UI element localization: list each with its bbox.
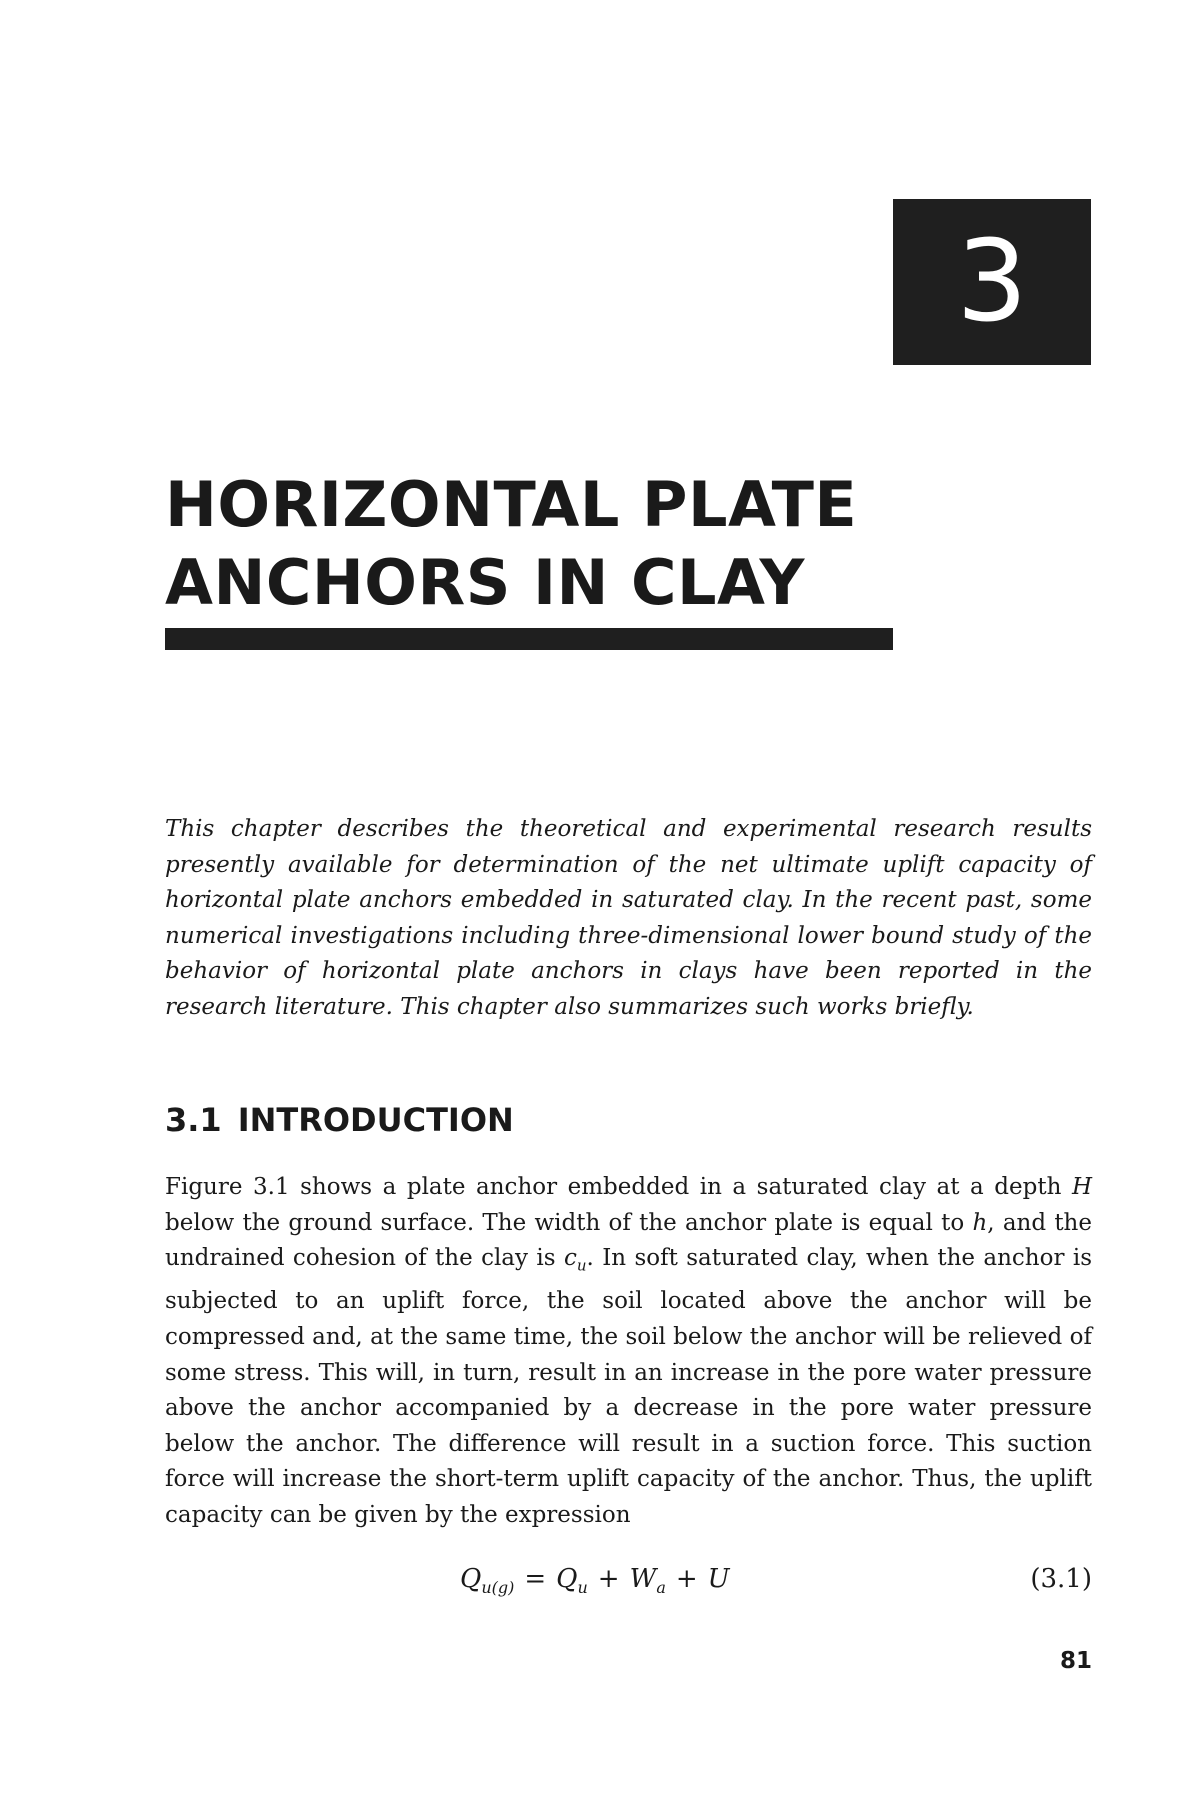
section-number: 3.1 <box>165 1101 222 1139</box>
chapter-title-line-1: HORIZONTAL PLATE <box>165 468 858 541</box>
eq-lhs-subscript: u(g) <box>481 1578 515 1598</box>
section-title: INTRODUCTION <box>237 1101 514 1139</box>
equation-expression <box>460 1564 730 1597</box>
eq-plus-1: + <box>597 1564 620 1594</box>
chapter-number: 3 <box>956 217 1028 347</box>
variable-cohesion: c <box>563 1245 577 1272</box>
chapter-number-box <box>893 199 1091 365</box>
body-text-1: Figure 3.1 shows a plate anchor embedded in a saturated clay at a depth <box>165 1174 1072 1200</box>
section-heading <box>165 1100 514 1140</box>
body-paragraph <box>165 1170 1092 1534</box>
variable-width: h <box>972 1209 988 1236</box>
variable-cohesion-subscript: u <box>576 1256 587 1275</box>
body-text-4: . In soft saturated clay, when the anchor is subjected to an uplift force, the soil located above the anchor will be compressed and, at the same time, the soil below the anchor will be relieved of some stress. This will, in turn, result in an increase in the pore water pressure above the anchor accompanied by a decrease in the pore water pressure below the anchor. The difference will result in a suction force. This suction force will increase the short-term uplift capacity of the anchor. Thus, the uplift capacity can be given by the expression <box>165 1245 1092 1528</box>
eq-term-1-subscript: u <box>577 1578 588 1598</box>
chapter-abstract: This chapter describes the theoretical and experimental research results presently available for determination of the net ultimate uplift capacity of horizontal plate anchors embedded in saturated clay. In the recent past, some numerical investigations including three-dimensional lower bound study of the behavior of horizontal plate anchors in clays have been reported in the research literature. This chapter also summarizes such works briefly. <box>165 816 1092 1020</box>
body-text-3: , and the undrained cohesion of the clay is <box>165 1209 1092 1272</box>
variable-depth: H <box>1071 1174 1092 1200</box>
eq-term-2-subscript: a <box>656 1578 666 1598</box>
page-number: 81 <box>1059 1648 1092 1674</box>
body-text-2: below the ground surface. The width of the anchor plate is equal to <box>165 1209 973 1236</box>
equation-3-1 <box>165 1564 1092 1604</box>
eq-term-1: Q <box>556 1564 578 1594</box>
title-rule <box>165 628 893 650</box>
eq-equals: = <box>524 1564 547 1594</box>
chapter-title <box>165 466 965 622</box>
eq-term-2: W <box>629 1564 657 1594</box>
eq-term-3: U <box>707 1564 730 1594</box>
chapter-title-line-2: ANCHORS IN CLAY <box>165 546 805 619</box>
equation-number: (3.1) <box>1030 1564 1092 1594</box>
eq-plus-2: + <box>675 1564 698 1594</box>
eq-lhs: Q <box>460 1564 482 1594</box>
